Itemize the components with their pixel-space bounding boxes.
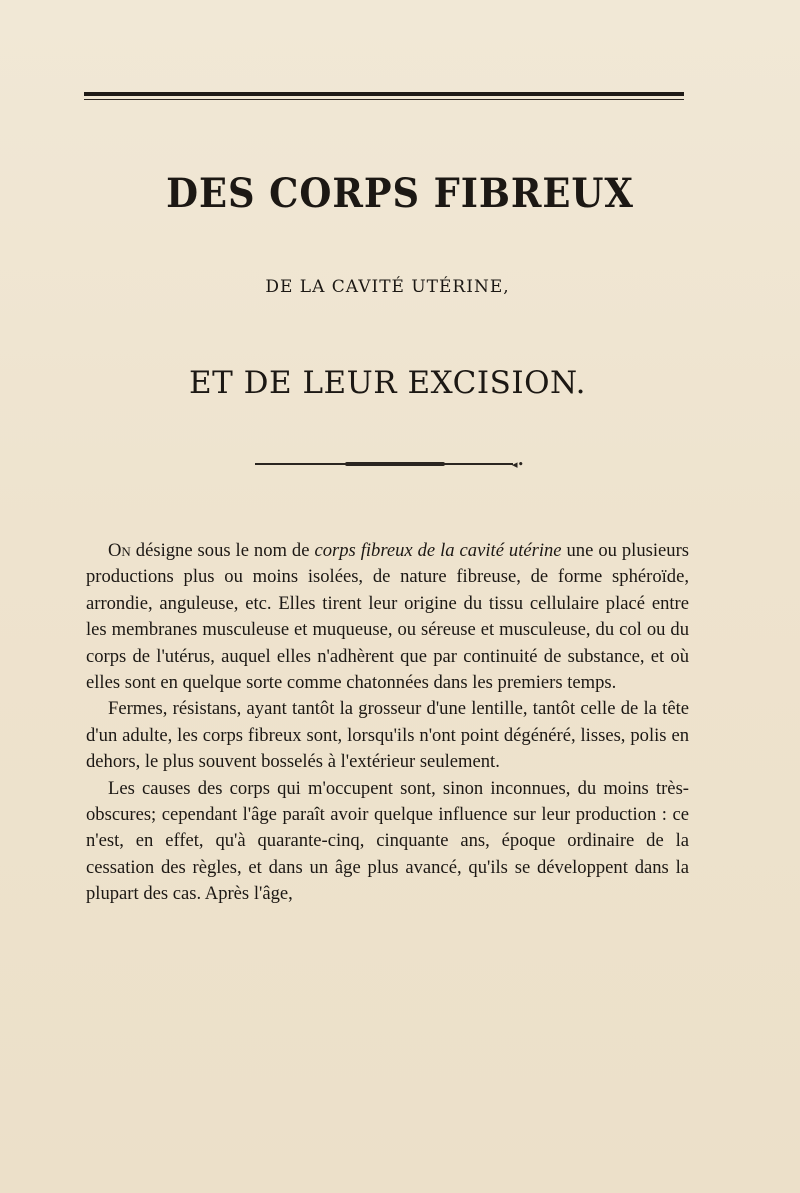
paragraph-initial: On — [108, 540, 131, 561]
paragraph-1-emphasis: corps fibreux de la cavité utérine — [314, 540, 562, 561]
header-thin-rule — [84, 99, 684, 100]
divider-ornament-icon: ◂• — [512, 458, 525, 471]
body-text — [86, 538, 689, 908]
paragraph-1-text-a: désigne sous le nom de — [130, 540, 315, 561]
page-title: DES CORPS FIBREUX — [166, 170, 634, 217]
header-thick-rule — [84, 92, 684, 96]
page-title-secondary: ET DE LEUR EXCISION. — [188, 365, 587, 401]
paragraph-1-text-b: une ou plusieurs productions plus ou moins isolées, de nature fibreuse, de forme sphéroïde, arrondie, anguleuse, etc. Elles tirent leur origine du tissu cellulaire placé entre les membranes musculeuse et muqueuse, ou séreuse et musculeuse, du col ou du corps de l'utérus, auquel elles n'adhèrent que par continuité de substance, et où elles sont en quelque sorte comme chatonnées dans les premiers temps. — [86, 540, 689, 694]
paragraph-3: Les causes des corps qui m'occupent sont, sinon inconnues, du moins très-obscures; cependant l'âge paraît avoir quelque influence sur leur production : ce n'est, en effet, qu'à quarante-cinq, cinquante ans, époque ordinaire de la cessation des règles, et dans un âge plus avancé, qu'ils se développent dans la plupart des cas. Après l'âge, — [86, 777, 689, 905]
paragraph-1 — [86, 538, 689, 696]
paragraph-2: Fermes, résistans, ayant tantôt la grosseur d'une lentille, tantôt celle de la tête d'un adulte, les corps fibreux sont, lorsqu'ils n'ont point dégénéré, lisses, polis en dehors, le plus souvent bosselés à l'extérieur seulement. — [86, 698, 689, 773]
page-subtitle: DE LA CAVITÉ UTÉRINE, — [265, 277, 510, 297]
ornamental-divider — [255, 463, 513, 465]
